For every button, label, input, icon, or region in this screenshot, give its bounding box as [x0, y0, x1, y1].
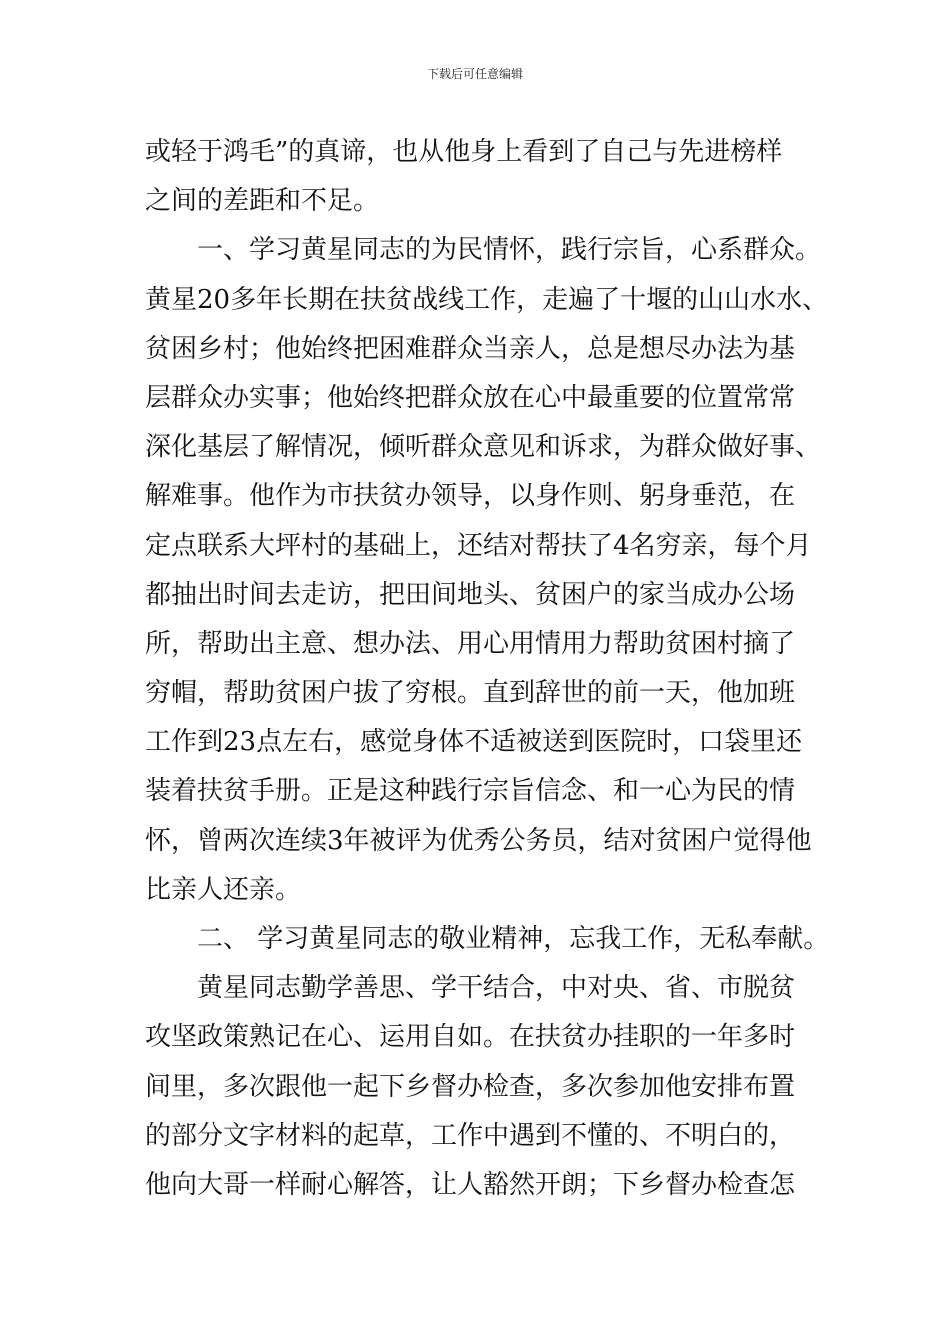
text-line: 或轻于鸿毛”的真谛，也从他身上看到了自己与先进榜样: [145, 137, 783, 167]
section-heading-1: 一、学习黄星同志的为民情怀，践行宗旨，心系群众。: [145, 235, 822, 266]
text-line: 攻坚政策熟记在心、运用自如。在扶贫办挂职的一年多时: [145, 1022, 796, 1053]
text-line: 他向大哥一样耐心解答，让人豁然开朗；下乡督办检查怎: [145, 1169, 796, 1200]
text-line: 装着扶贫手册。正是这种践行宗旨信念、和一心为民的情: [145, 776, 796, 807]
text-line: 定点联系大坪村的基础上，还结对帮扶了4名穷亲，每个月: [145, 530, 812, 561]
text-line: 所，帮助出主意、想办法、用心用情用力帮助贫困村摘了: [145, 628, 796, 659]
text-line: 贫困乡村；他始终把困难群众当亲人，总是想尽办法为基: [145, 333, 796, 364]
text-line: 深化基层了解情况，倾听群众意见和诉求，为群众做好事、: [145, 432, 822, 463]
text-line: 层群众办实事；他始终把群众放在心中最重要的位置常常: [145, 382, 796, 413]
text-line: 穷帽，帮助贫困户拔了穷根。直到辞世的前一天，他加班: [145, 678, 796, 709]
text-line: 工作到23点左右，感觉身体不适被送到医院时，口袋里还: [145, 727, 803, 758]
text-line: 的部分文字材料的起草，工作中遇到不懂的、不明白的，: [145, 1120, 796, 1151]
text-line: 比亲人还亲。: [145, 874, 302, 905]
text-line: 解难事。他作为市扶贫办领导，以身作则、躬身垂范，在: [145, 481, 796, 512]
text-line: 怀，曾两次连续3年被评为优秀公务员，结对贫困户觉得他: [145, 825, 812, 856]
text-line: 之间的差距和不足。: [145, 186, 380, 217]
text-line: 黄星同志勤学善思、学干结合，中对央、省、市脱贫: [145, 973, 796, 1004]
text-line: 间里，多次跟他一起下乡督办检查，多次参加他安排布置: [145, 1071, 796, 1102]
text-line: 都抽出时间去走访，把田间地头、贫困户的家当成办公场: [145, 579, 796, 610]
page-header: 下载后可任意编辑: [426, 67, 523, 81]
text-line: 黄星20多年长期在扶贫战线工作，走遍了十堰的山山水水、: [145, 284, 829, 315]
body-text: [145, 128, 830, 1210]
section-heading-2: 二、 学习黄星同志的敬业精神，忘我工作，无私奉献。: [145, 924, 830, 954]
